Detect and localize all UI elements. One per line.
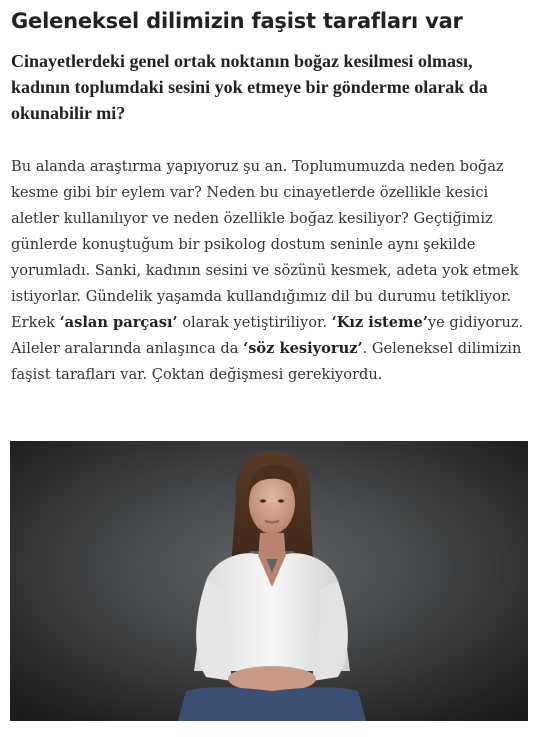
answer-emphasis: ‘söz kesiyoruz’ bbox=[243, 340, 363, 357]
interview-answer bbox=[11, 154, 531, 388]
answer-emphasis: ‘Kız isteme’ bbox=[331, 314, 428, 331]
answer-text: Bu alanda araştırma yapıyoruz şu an. Toplumumuzda neden boğaz kesme gibi bir eylem var? Neden bu cinayetlerde özellikle kesici aletler kullanılıyor ve neden özellikle boğaz kesiliyor? Geçtiğimiz günlerde konuştuğum bir psikolog dostum seninle aynı şekilde yorumladı. Sanki, kadının sesini ve sözünü kesmek, adeta yok etmek istiyorlar. Gündelik yaşamda kullandığımız dil bu durumu tetikliyor. Erkek bbox=[11, 158, 519, 331]
portrait-photo bbox=[10, 441, 528, 721]
article-heading: Geleneksel dilimizin faşist tarafları var bbox=[11, 9, 463, 33]
answer-text: ye gidiyoruz. Aileler aralarında anlaşınca da bbox=[11, 314, 524, 357]
answer-text: olarak yetiştiriliyor. bbox=[177, 314, 332, 331]
answer-emphasis: ‘aslan parçası’ bbox=[59, 314, 178, 331]
portrait-illustration bbox=[10, 441, 528, 721]
answer-text: . Geleneksel dilimizin faşist tarafları var. Çoktan değişmesi gerekiyordu. bbox=[11, 340, 522, 383]
interview-question: Cinayetlerdeki genel ortak noktanın boğaz kesilmesi olması, kadının toplumdaki sesini yok etmeye bir gönderme olarak da okunabilir mi? bbox=[11, 51, 488, 123]
article bbox=[11, 0, 531, 388]
